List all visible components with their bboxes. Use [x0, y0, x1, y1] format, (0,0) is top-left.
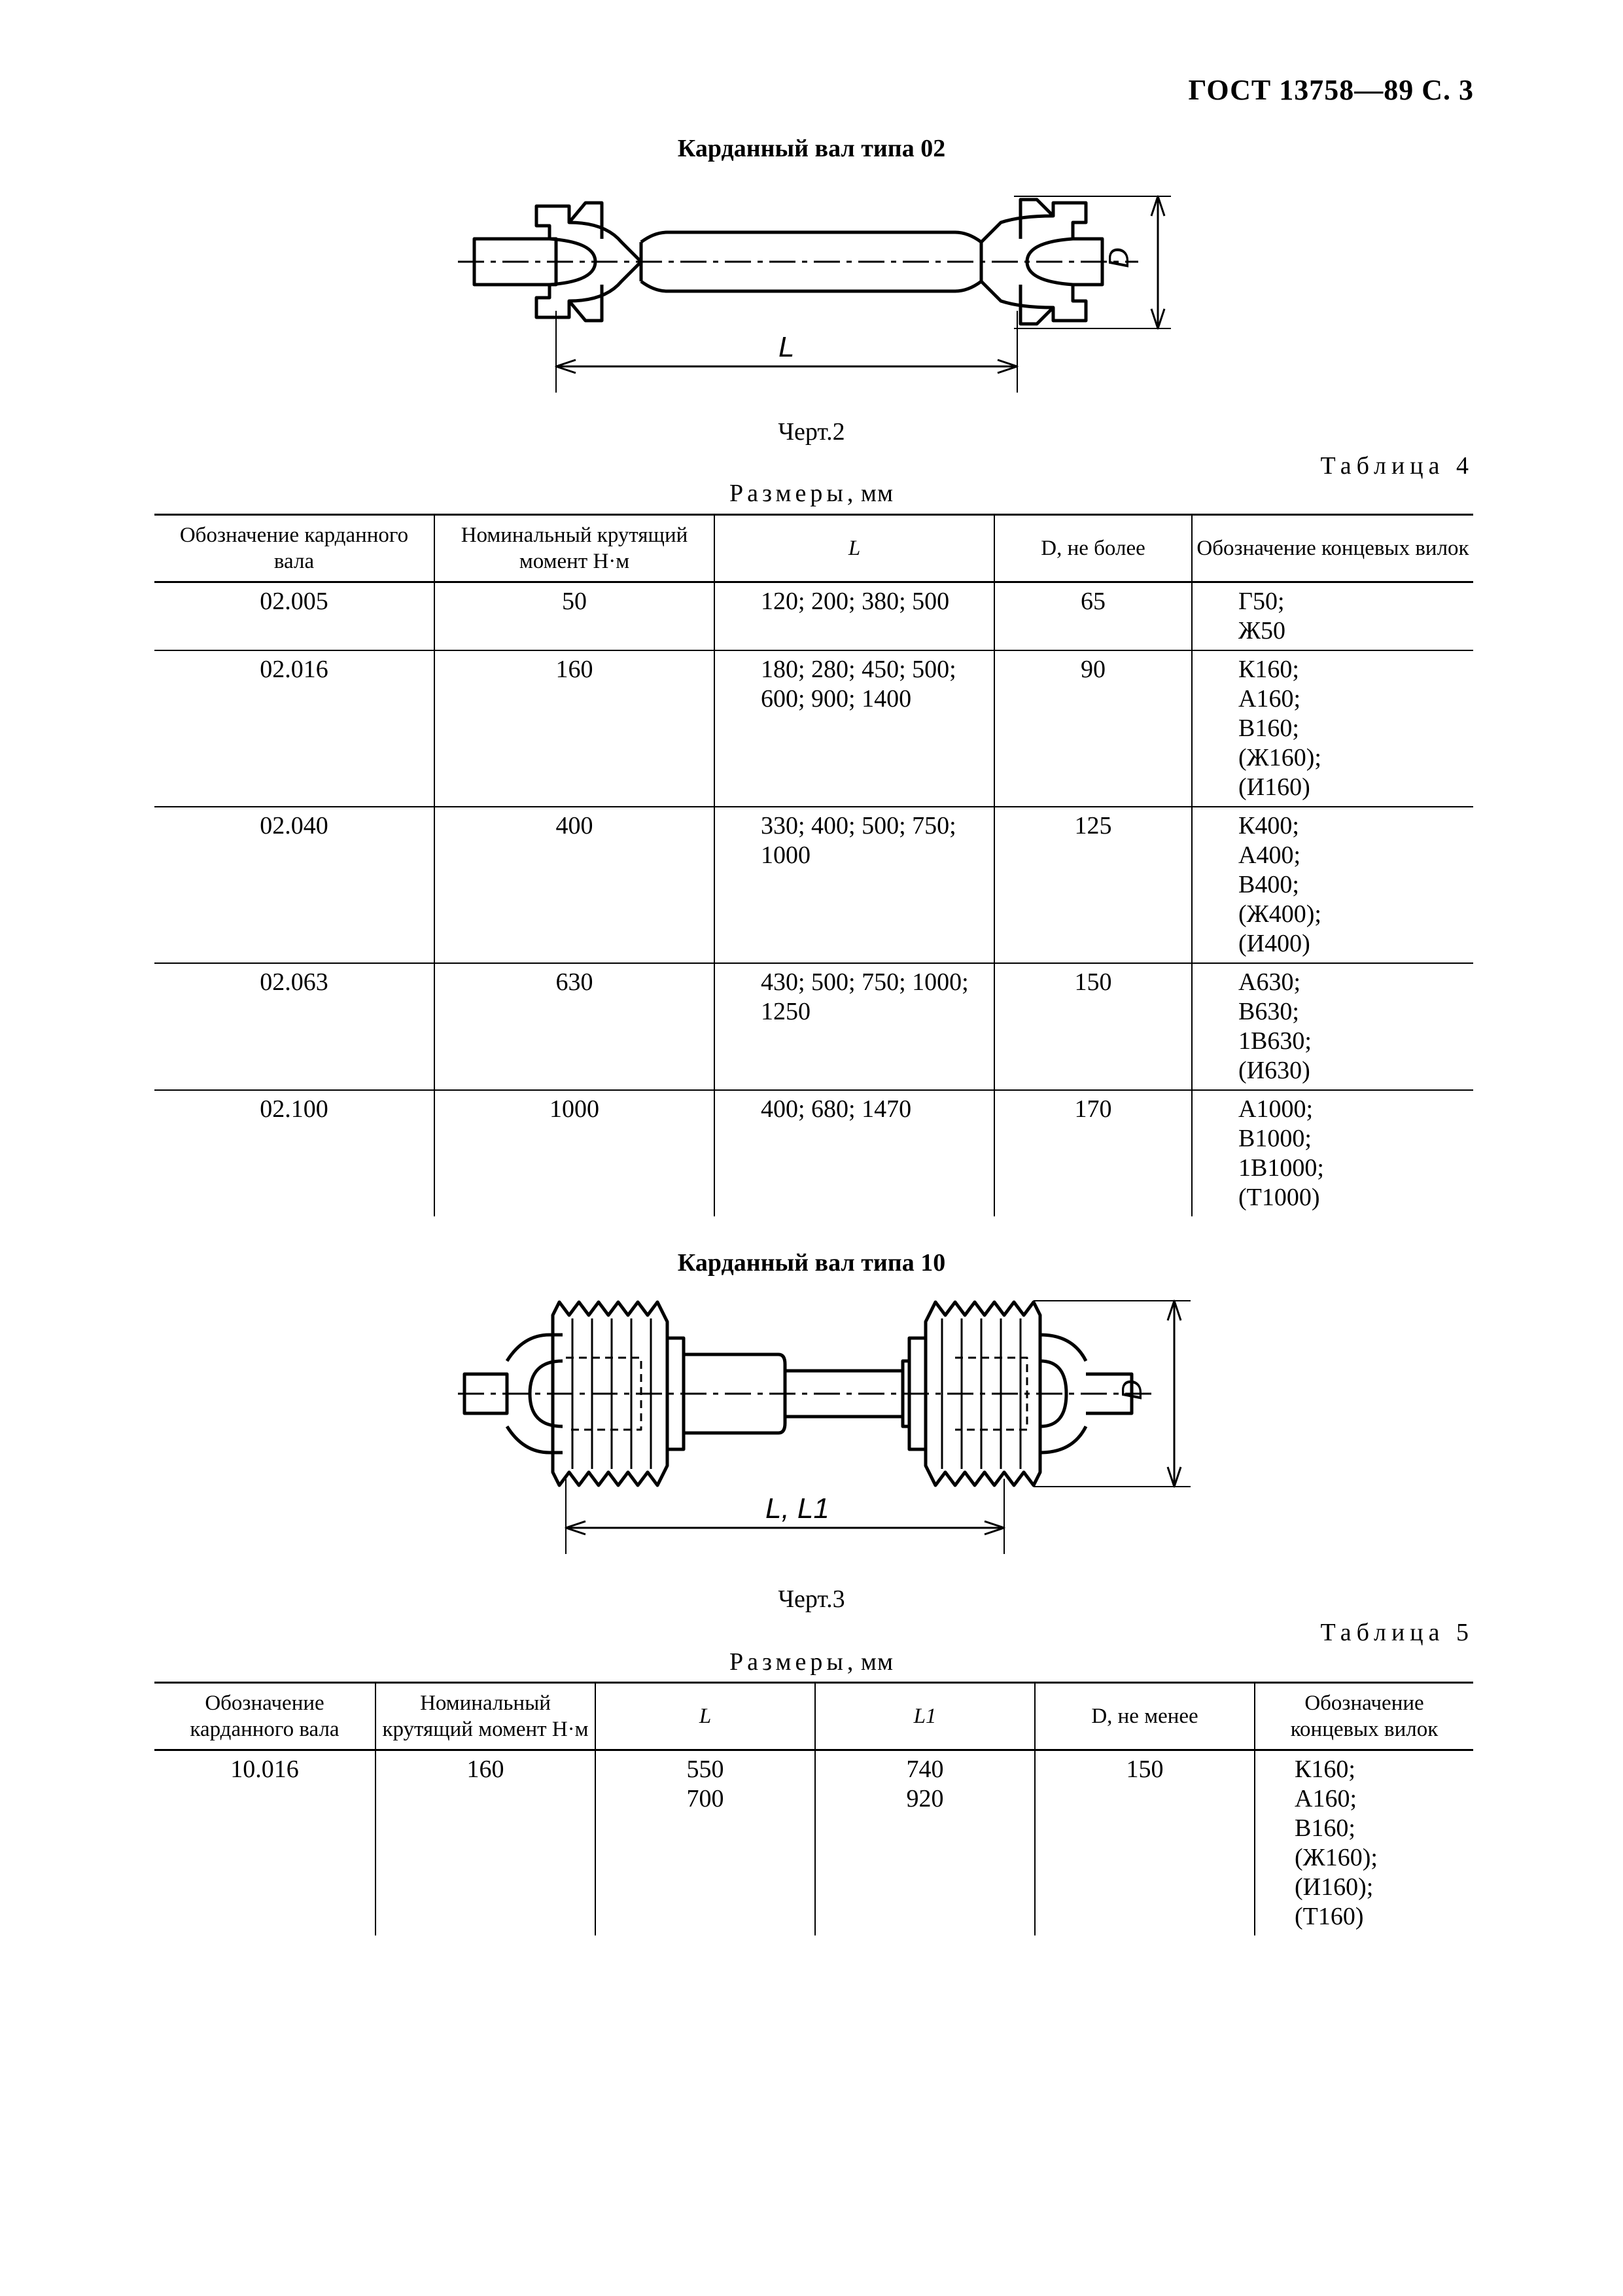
cell-torque: 50: [434, 582, 714, 651]
cell-L: 180; 280; 450; 500; 600; 900; 1400: [714, 650, 994, 807]
column-header: Обозначение карданного вала: [154, 515, 434, 582]
table-5: [154, 1682, 1473, 1935]
table-row: [154, 1090, 1473, 1216]
figure-2-drawing: [445, 177, 1204, 399]
cell-forks: К160; А160; В160; (Ж160); (И160); (Т160): [1255, 1750, 1473, 1936]
cell-D: 65: [994, 582, 1192, 651]
cell-designation: 02.005: [154, 582, 434, 651]
cell-D: 90: [994, 650, 1192, 807]
cell-forks: А630; В630; 1В630; (И630): [1192, 963, 1473, 1090]
cell-D: 170: [994, 1090, 1192, 1216]
column-header: Обозначение карданного вала: [154, 1683, 375, 1750]
column-header: Номинальный крутящий момент Н·м: [434, 515, 714, 582]
figure-2-caption: Черт.2: [778, 418, 845, 446]
cell-L: 120; 200; 380; 500: [714, 582, 994, 651]
figure-3-title: Карданный вал типа 10: [677, 1249, 946, 1277]
table-5-number: Таблица 5: [1320, 1619, 1474, 1646]
cell-forks: Г50; Ж50: [1192, 582, 1473, 651]
cell-L: 430; 500; 750; 1000; 1250: [714, 963, 994, 1090]
cell-designation: 02.040: [154, 807, 434, 963]
column-header: D, не более: [994, 515, 1192, 582]
cell-torque: 1000: [434, 1090, 714, 1216]
cell-forks: А1000; В1000; 1В1000; (Т1000): [1192, 1090, 1473, 1216]
column-header: Обозначение концевых вилок: [1255, 1683, 1473, 1750]
table-4-units: Размеры, мм: [729, 480, 894, 507]
cell-torque: 160: [375, 1750, 595, 1936]
cell-torque: 400: [434, 807, 714, 963]
cell-designation: 02.016: [154, 650, 434, 807]
column-header: Обозначение концевых вилок: [1192, 515, 1473, 582]
cell-designation: 10.016: [230, 1756, 299, 1783]
table-row: [154, 807, 1473, 963]
column-header: L1: [815, 1683, 1035, 1750]
column-header: Номинальный крутящий момент Н·м: [375, 1683, 595, 1750]
table-row: [154, 963, 1473, 1090]
cell-forks: К160; А160; В160; (Ж160); (И160): [1192, 650, 1473, 807]
figure-2-title: Карданный вал типа 02: [677, 135, 946, 162]
cell-D: 125: [994, 807, 1192, 963]
cell-L: 550 700: [595, 1750, 815, 1936]
figure-3-label-D: D: [1116, 1379, 1148, 1400]
cell-designation: 02.063: [154, 963, 434, 1090]
document-header: ГОСТ 13758—89 С. 3: [1188, 74, 1474, 106]
cell-torque: 630: [434, 963, 714, 1090]
figure-2-label-L: L: [778, 331, 795, 363]
column-header: L: [714, 515, 994, 582]
table-4-number: Таблица 4: [1320, 452, 1474, 480]
column-header: L: [595, 1683, 815, 1750]
cell-D: 150: [994, 963, 1192, 1090]
table-5-units: Размеры, мм: [729, 1648, 894, 1676]
cell-torque: 160: [434, 650, 714, 807]
cell-L: 400; 680; 1470: [714, 1090, 994, 1216]
table-header-row: [154, 515, 1473, 582]
figure-3-drawing: [445, 1282, 1204, 1557]
cell-L: 330; 400; 500; 750; 1000: [714, 807, 994, 963]
figure-2-label-D: D: [1103, 247, 1135, 268]
cell-D: 150: [1035, 1750, 1255, 1936]
figure-3-label-L: L, L1: [765, 1492, 829, 1525]
table-row: [154, 1750, 1473, 1936]
table-row: [154, 650, 1473, 807]
table-header-row: [154, 1683, 1473, 1750]
cell-forks: К400; А400; В400; (Ж400); (И400): [1192, 807, 1473, 963]
table-4: [154, 514, 1473, 1216]
cell-L1: 740 920: [815, 1750, 1035, 1936]
table-row: [154, 582, 1473, 651]
figure-3-caption: Черт.3: [778, 1585, 845, 1613]
column-header: D, не менее: [1035, 1683, 1255, 1750]
cell-designation: 02.100: [260, 1095, 328, 1123]
